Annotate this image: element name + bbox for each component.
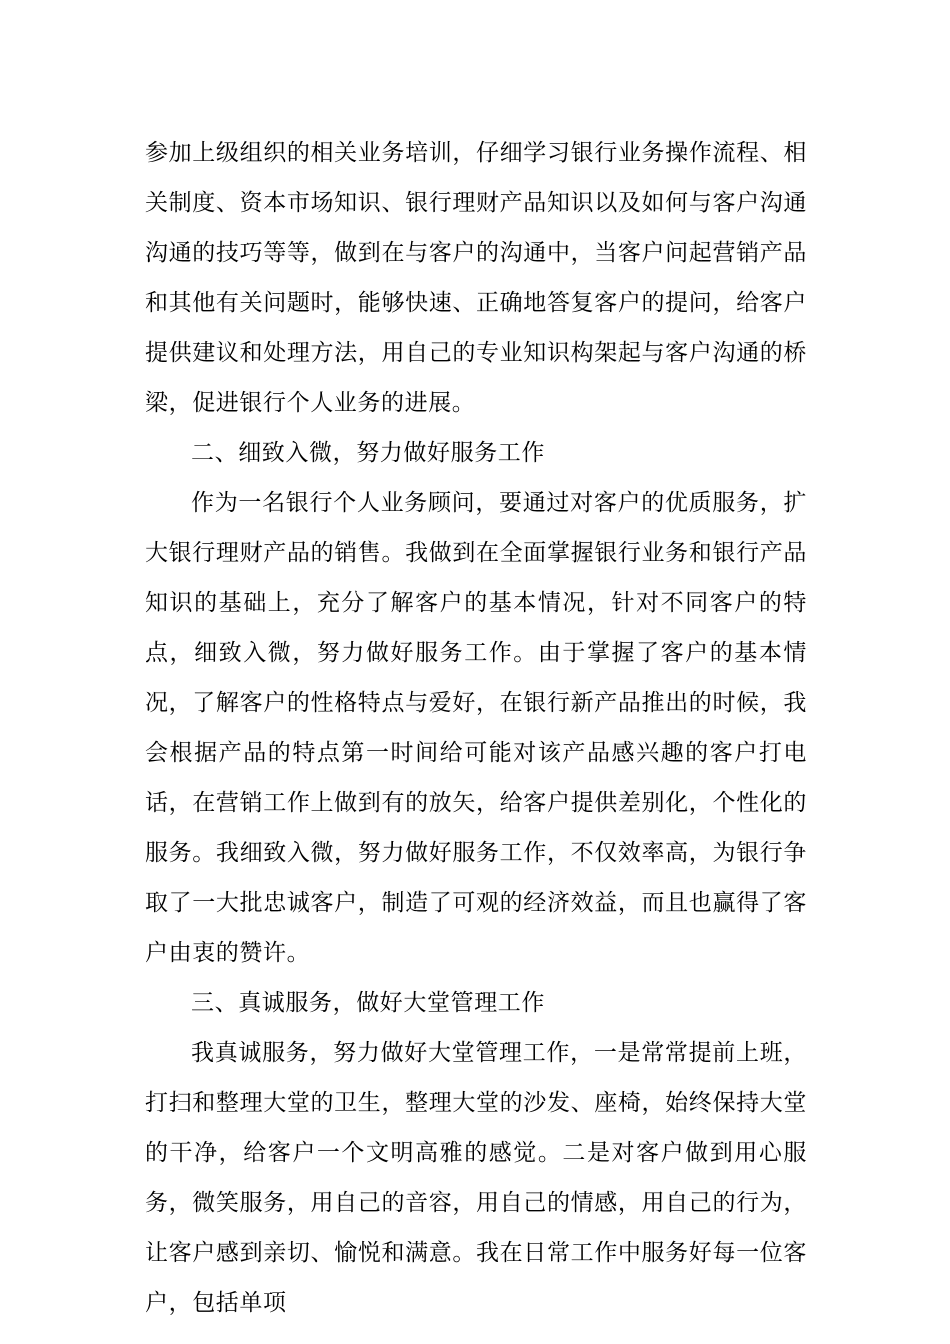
document-body — [145, 128, 807, 1328]
paragraph-lobby: 我真诚服务，努力做好大堂管理工作，一是常常提前上班，打扫和整理大堂的卫生，整理大堂的沙发、座椅，始终保持大堂的干净，给客户一个文明高雅的感觉。二是对客户做到用心服务，微笑服务，用自己的音容，用自己的情感，用自己的行为，让客户感到亲切、愉悦和满意。我在日常工作中服务好每一位客户，包括单项 — [145, 1040, 807, 1316]
paragraph-continued: 参加上级组织的相关业务培训，仔细学习银行业务操作流程、相关制度、资本市场知识、银行理财产品知识以及如何与客户沟通沟通的技巧等等，做到在与客户的沟通中，当客户问起营销产品和其他有关问题时，能够快速、正确地答复客户的提问，给客户提供建议和处理方法，用自己的专业知识构架起与客户沟通的桥梁，促进银行个人业务的进展。 — [145, 140, 807, 416]
section-heading-2: 二、细致入微，努力做好服务工作 — [191, 440, 545, 466]
section-heading-3: 三、真诚服务，做好大堂管理工作 — [191, 990, 545, 1016]
paragraph-service: 作为一名银行个人业务顾问，要通过对客户的优质服务，扩大银行理财产品的销售。我做到在全面掌握银行业务和银行产品知识的基础上，充分了解客户的基本情况，针对不同客户的特点，细致入微，努力做好服务工作。由于掌握了客户的基本情况，了解客户的性格特点与爱好，在银行新产品推出的时候，我会根据产品的特点第一时间给可能对该产品感兴趣的客户打电话，在营销工作上做到有的放矢，给客户提供差别化，个性化的服务。我细致入微，努力做好服务工作，不仅效率高，为银行争取了一大批忠诚客户，制造了可观的经济效益，而且也赢得了客户由衷的赞许。 — [145, 490, 807, 966]
